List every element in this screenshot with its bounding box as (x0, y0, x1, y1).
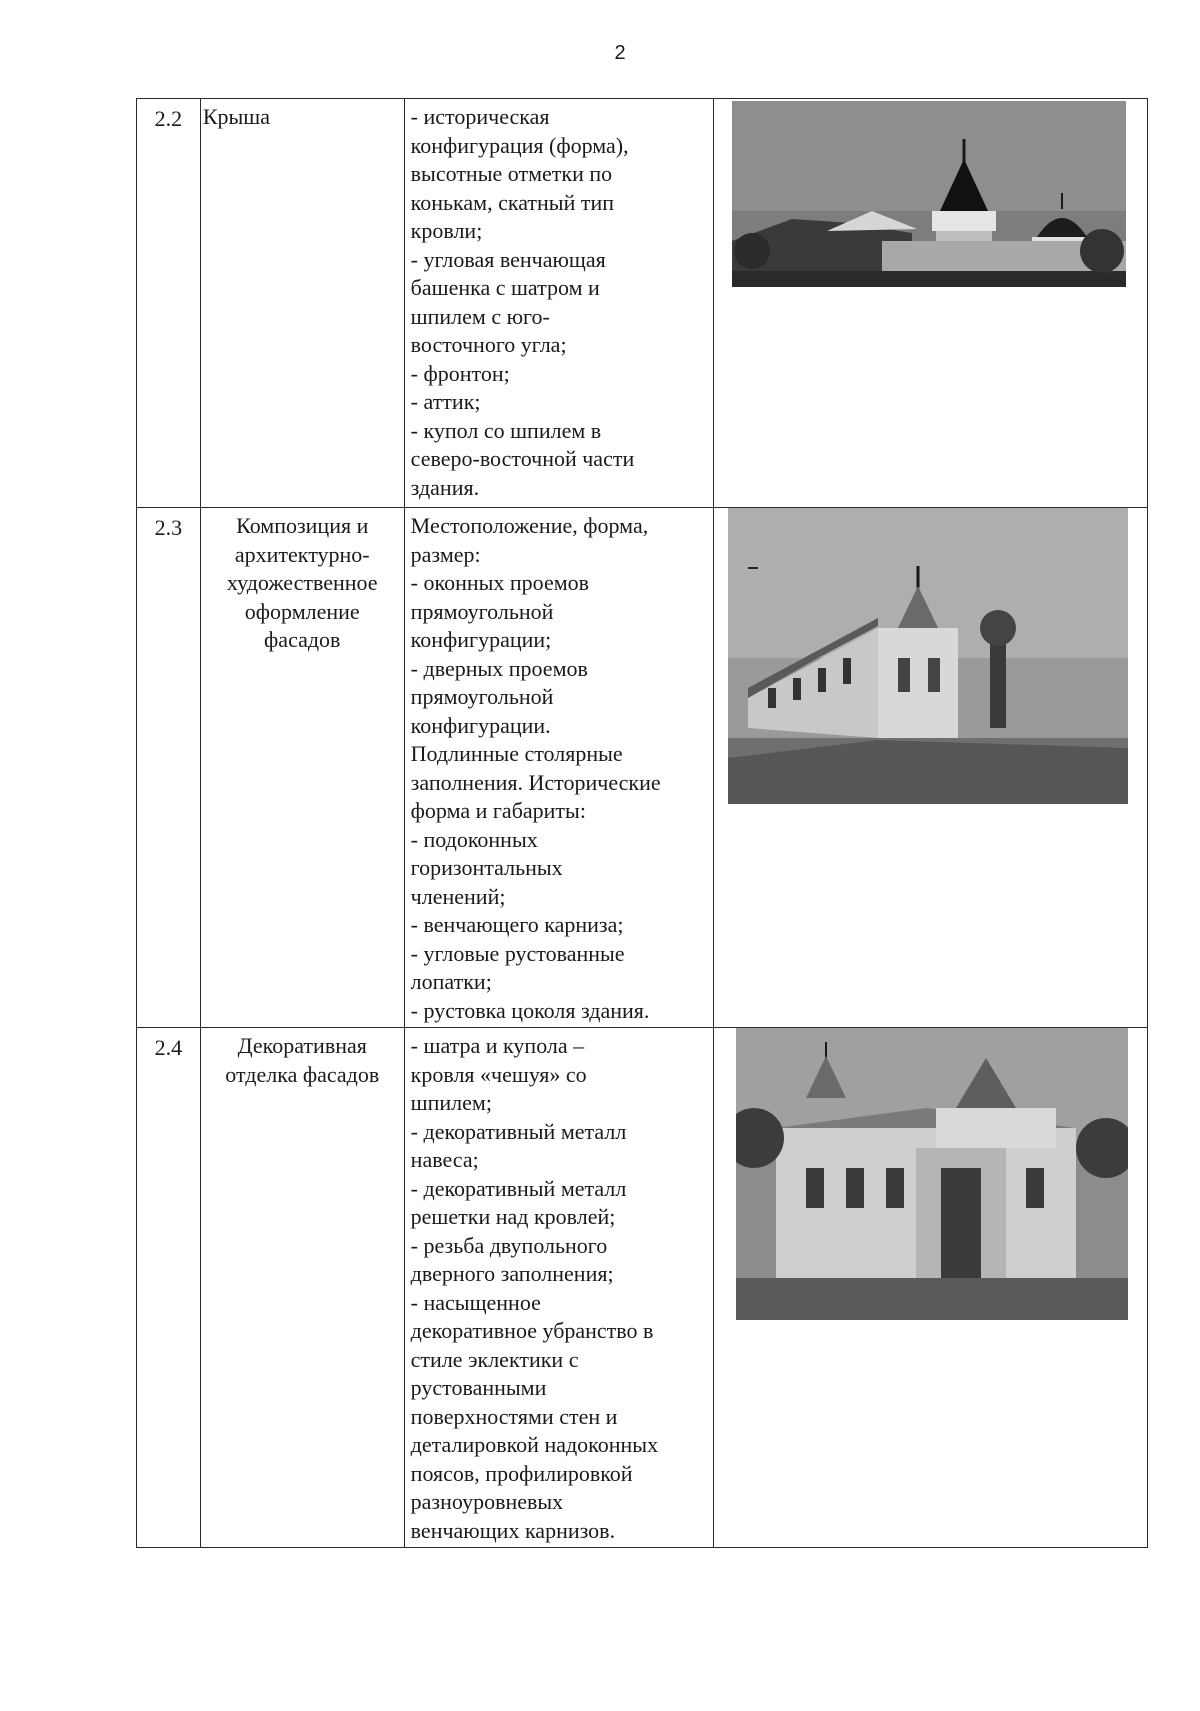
description-line: поясов, профилировкой (410, 1460, 633, 1486)
description-line: Подлинные столярные (410, 741, 623, 766)
description-line: горизонтальных (410, 855, 563, 880)
description-line: стиле эклектики с (410, 1346, 579, 1372)
description-line: заполнения. Исторические (410, 769, 661, 795)
photo-cell (713, 99, 1147, 508)
description-line: восточного угла; (410, 332, 567, 357)
description-line: конфигурация (форма), (410, 132, 629, 158)
element-name-line: оформление (244, 598, 360, 624)
description-line: - угловые рустованные (410, 940, 625, 966)
description-line: - декоративный металл (410, 1118, 627, 1144)
description-line: конфигурации; (410, 627, 552, 652)
description-line: поверхностями стен и (410, 1403, 618, 1429)
element-description (404, 1028, 713, 1548)
description-line: навеса; (410, 1147, 479, 1172)
description-line: - насыщенное (410, 1289, 541, 1315)
description-line: северо-восточной части (410, 446, 635, 471)
heritage-elements-table (136, 98, 1148, 1548)
description-line: - шатра и купола – (410, 1033, 585, 1058)
row-number: 2.2 (137, 99, 201, 508)
description-line: - купол со шпилем в (410, 417, 602, 443)
description-line: лопатки; (410, 969, 492, 994)
photo-cell (713, 508, 1147, 1028)
facade-photo (728, 508, 1128, 804)
description-line: - угловая венчающая (410, 246, 606, 272)
page-number: 2 (614, 42, 626, 64)
roof-photo (732, 101, 1126, 287)
description-line: - оконных проемов (410, 570, 590, 595)
description-line: решетки над кровлей; (410, 1204, 616, 1229)
description-line: - дверных проемов (410, 655, 588, 681)
table-row (137, 1028, 1148, 1548)
description-line: башенка с шатром и (410, 275, 600, 300)
element-description (404, 99, 713, 508)
description-line: - рустовка цоколя здания. (410, 997, 650, 1023)
description-line: высотные отметки по (410, 161, 613, 186)
description-line: шпилем; (410, 1090, 492, 1115)
description-line: размер: (410, 541, 481, 567)
description-line: разноуровневых (410, 1489, 564, 1514)
element-name-line: архитектурно- (234, 541, 370, 567)
description-line: прямоугольной (410, 598, 554, 624)
description-line: дверного заполнения; (410, 1261, 614, 1286)
description-line: конфигурации. (410, 712, 551, 738)
description-line: конькам, скатный тип (410, 189, 615, 215)
description-line: деталировкой надоконных (410, 1432, 659, 1457)
description-line: форма и габариты: (410, 798, 586, 823)
photo-cell (713, 1028, 1147, 1548)
description-line: прямоугольной (410, 684, 554, 709)
description-line: - декоративный металл (410, 1175, 627, 1201)
element-name (200, 99, 404, 508)
row-number: 2.4 (137, 1028, 201, 1548)
description-line: - венчающего карниза; (410, 912, 624, 937)
description-line: венчающих карнизов. (410, 1517, 616, 1543)
description-line: - аттик; (410, 389, 481, 414)
description-line: - подоконных (410, 826, 538, 852)
element-name-line: художественное (226, 570, 378, 595)
table-row (137, 99, 1148, 508)
description-line: Местоположение, форма, (410, 513, 649, 538)
element-name-line: Декоративная (237, 1033, 367, 1058)
element-name (200, 1028, 404, 1548)
element-name (200, 508, 404, 1028)
description-line: кровля «чешуя» со (410, 1061, 587, 1087)
element-name-line: фасадов (264, 627, 341, 652)
description-line: рустованными (410, 1375, 547, 1400)
element-name-line: отделка фасадов (225, 1061, 380, 1087)
description-line: кровли; (410, 218, 483, 243)
element-description (404, 508, 713, 1028)
description-line: шпилем с юго- (410, 303, 550, 329)
description-line: - резьба двупольного (410, 1232, 608, 1258)
decor-photo (736, 1028, 1128, 1320)
table-row (137, 508, 1148, 1028)
description-line: декоративное убранство в (410, 1318, 654, 1343)
description-line: здания. (410, 474, 480, 500)
row-number: 2.3 (137, 508, 201, 1028)
description-line: - историческая (410, 104, 550, 129)
description-line: - фронтон; (410, 360, 510, 386)
description-line: членений; (410, 883, 506, 909)
element-name-line: Крыша (202, 104, 270, 129)
element-name-line: Композиция и (236, 513, 369, 538)
